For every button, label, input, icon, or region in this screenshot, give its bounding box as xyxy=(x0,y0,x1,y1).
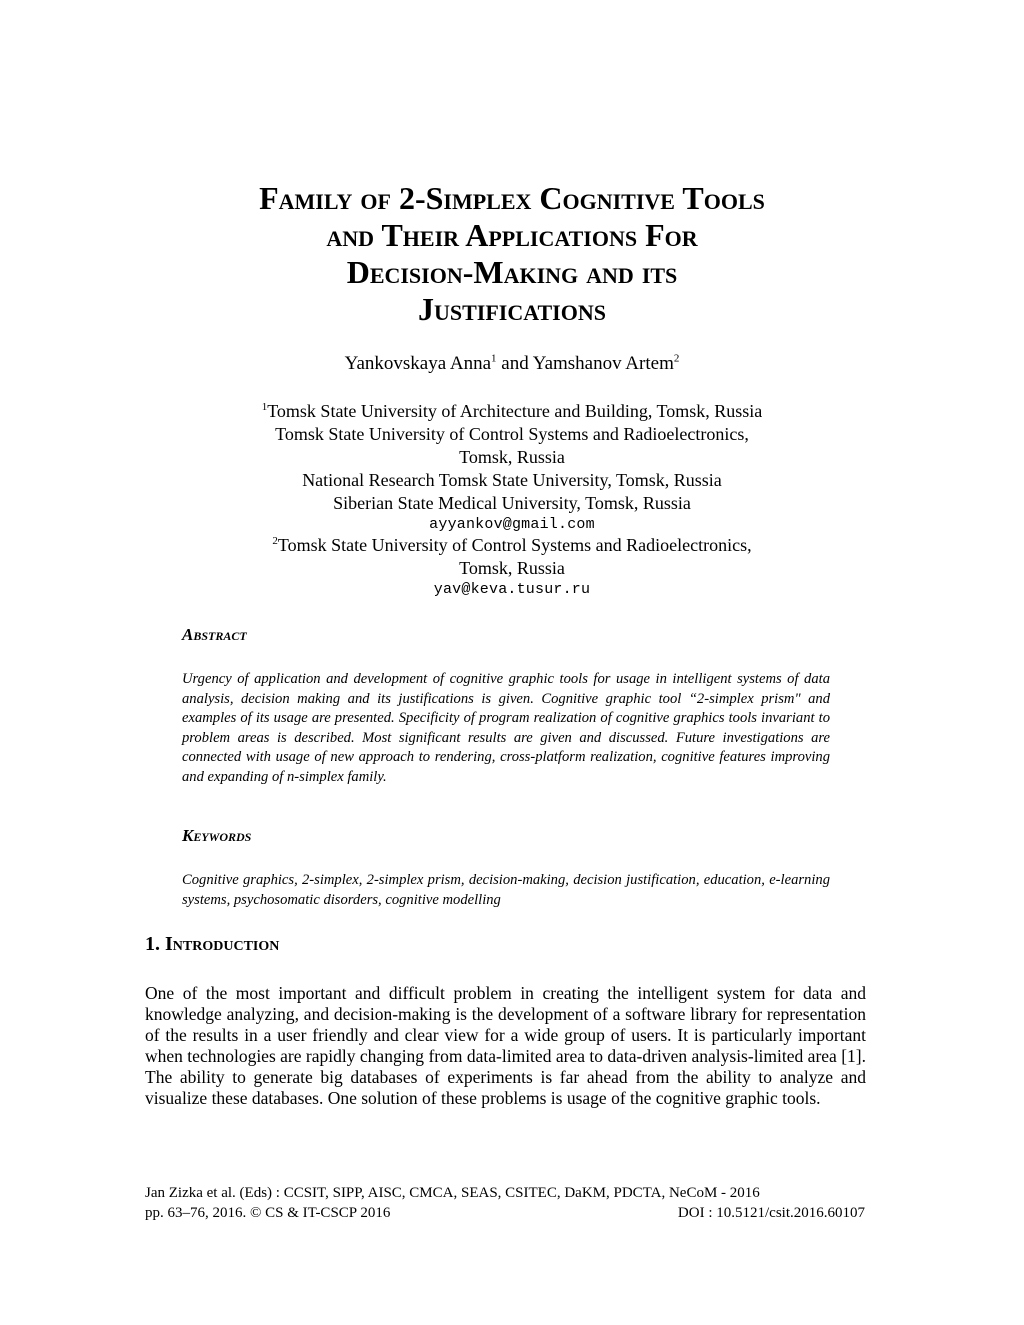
abstract-text: Urgency of application and development of cognitive graphic tools for usage in intelligent systems of data analysis, decision making and its justifications is given. Cognitive graphic tool “2-simplex prism" and examples of its usage are presented. Specificity of program realization of cognitive graphics tools invariant to problem areas is described. Most significant results are given and discussed. Future investigations are connected with usage of new approach to rendering, cross-platform realization, cognitive features improving and expanding of n-simplex family. xyxy=(182,671,830,785)
affiliation-line: National Research Tomsk State University, Tomsk, Russia xyxy=(302,470,722,490)
keywords-body xyxy=(182,871,830,910)
author-1: Yankovskaya Anna xyxy=(344,353,492,374)
abstract-body xyxy=(182,670,830,787)
title-line: Decision-Making and its xyxy=(346,254,678,290)
affiliation-2-superscript: 2 xyxy=(272,535,278,547)
title-line: Justifications xyxy=(418,291,606,327)
footer-doi: DOI : 10.5121/csit.2016.60107 xyxy=(677,1205,865,1221)
keywords-heading: Keywords xyxy=(182,826,252,845)
author-connector: and xyxy=(496,353,533,374)
affiliations xyxy=(112,400,912,599)
affiliation-line: Tomsk, Russia xyxy=(459,558,565,578)
affiliation-1-superscript: 1 xyxy=(261,401,268,413)
author-1-email: ayyankov@gmail.com xyxy=(429,516,595,533)
affiliation-line: Tomsk, Russia xyxy=(459,447,565,467)
affiliation-line xyxy=(112,534,912,557)
author-1-superscript: 1 xyxy=(491,352,497,365)
footer-pages: pp. 63–76, 2016. © CS & IT-CSCP 2016 xyxy=(145,1205,391,1221)
introduction-body xyxy=(145,983,866,1109)
introduction-heading: 1. Introduction xyxy=(145,933,280,955)
keywords-text: Cognitive graphics, 2-simplex, 2-simplex prism, decision-making, decision justification, education, e-learning systems, psychosomatic disorders, cognitive modelling xyxy=(182,872,830,908)
abstract-heading: Abstract xyxy=(182,625,247,644)
footer-row xyxy=(145,1203,865,1223)
title-line: Family of 2-Simplex Cognitive Tools xyxy=(259,180,765,216)
affiliation-line: Tomsk State University of Control Systems and Radioelectronics, xyxy=(275,424,749,444)
page-footer xyxy=(145,1183,865,1223)
author-2-email: yav@keva.tusur.ru xyxy=(433,581,591,598)
title-line: and Their Applications For xyxy=(326,217,698,253)
affiliation-line: Siberian State Medical University, Tomsk, Russia xyxy=(333,493,691,513)
affiliation-text: Tomsk State University of Architecture and Building, Tomsk, Russia xyxy=(267,401,763,421)
author-list xyxy=(112,352,912,376)
author-2-superscript: 2 xyxy=(673,352,680,365)
affiliation-text: Tomsk State University of Control Systems and Radioelectronics, xyxy=(277,535,752,555)
introduction-paragraph: One of the most important and difficult problem in creating the intelligent system for data and knowledge analyzing, and decision-making is the development of a software library for representation of the results in a user friendly and clear view for a wide group of users. It is particularly important when technologies are rapidly changing from data-limited area to data-driven analysis-limited area [1]. The ability to generate big databases of experiments is far ahead from the ability to analyze and visualize these databases. One solution of these problems is usage of the cognitive graphic tools. xyxy=(145,983,866,1108)
author-2: Yamshanov Artem xyxy=(532,353,674,374)
footer-proceedings: Jan Zizka et al. (Eds) : CCSIT, SIPP, AISC, CMCA, SEAS, CSITEC, DaKM, PDCTA, NeCoM - 2016 xyxy=(145,1185,760,1201)
affiliation-line xyxy=(112,400,912,423)
paper-title xyxy=(112,180,912,328)
